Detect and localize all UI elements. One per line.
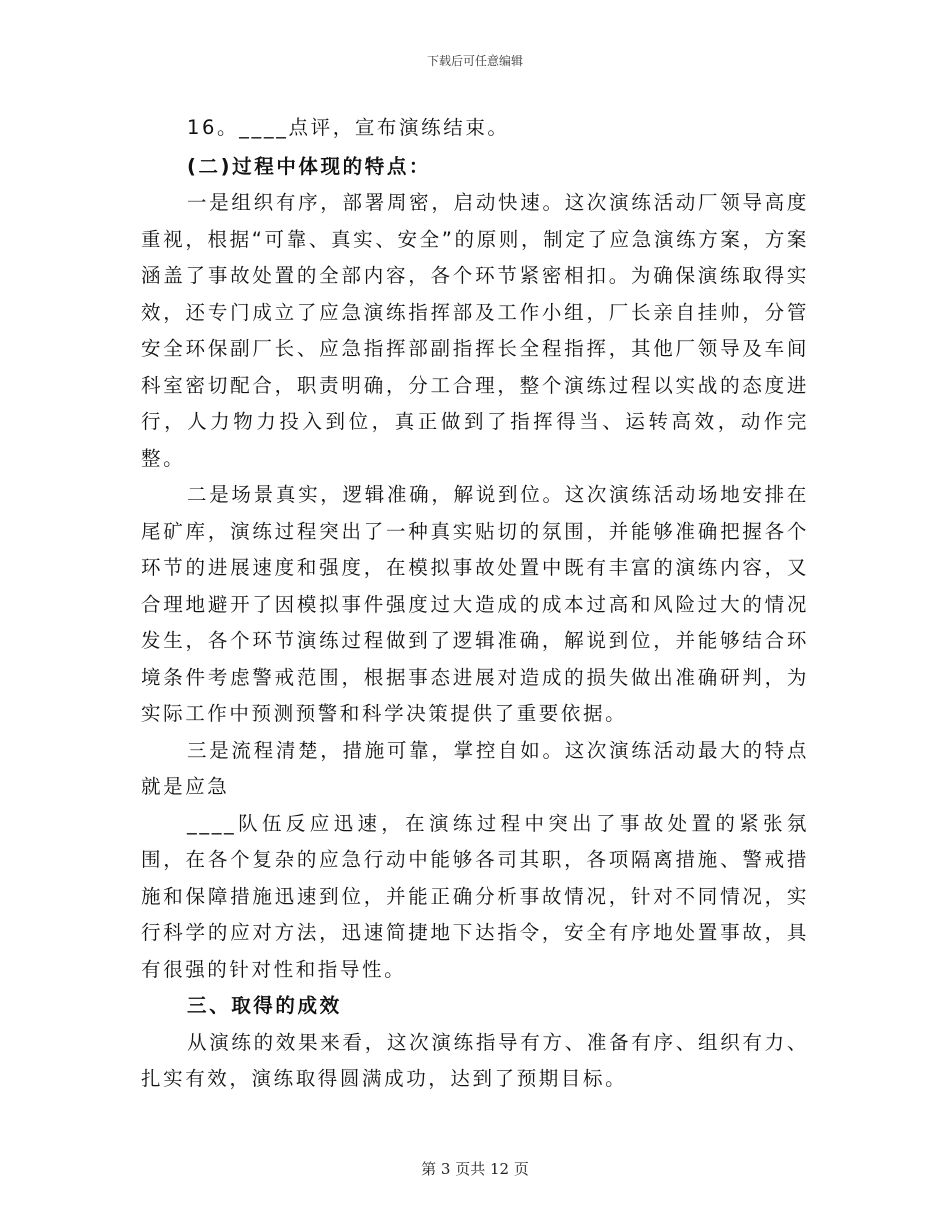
section-heading-results: 三、取得的成效 <box>187 994 342 1017</box>
paragraph-feature-two: 二是场景真实，逻辑准确，解说到位。这次演练活动场地安排在尾矿库，演练过程突出了一种真实贴切的氛围，并能够准确把握各个环节的进展速度和强度，在模拟事故处置中既有丰富的演练内容，又合理地避开了因模拟事件强度过大造成的成本过高和风险过大的情况发生，各个环节演练过程做到了逻辑准确，解说到位，并能够结合环境条件考虑警戒范围，根据事态进展对造成的损失做出准确研判，为实际工作中预测预警和科学决策提供了重要依据。 <box>141 483 809 725</box>
page-header: 下载后可任意编辑 <box>426 54 523 68</box>
document-body <box>141 110 809 1098</box>
paragraph-feature-one: 一是组织有序，部署周密，启动快速。这次演练活动厂领导高度重视，根据“可靠、真实、安全”的原则，制定了应急演练方案，方案涵盖了事故处置的全部内容，各个环节紧密相扣。为确保演练取得实效，还专门成立了应急演练指挥部及工作小组，厂长亲自挂帅，分管安全环保副厂长、应急指挥部副指挥长全程指挥，其他厂领导及车间科室密切配合，职责明确，分工合理，整个演练过程以实战的态度进行，人力物力投入到位，真正做到了指挥得当、运转高效，动作完整。 <box>141 191 809 470</box>
page-footer: 第 3 页共 12 页 <box>421 1160 529 1178</box>
paragraph-feature-three-cont: ____队伍反应迅速，在演练过程中突出了事故处置的紧张氛围，在各个复杂的应急行动中能够各司其职，各项隔离措施、警戒措施和保障措施迅速到位，并能正确分析事故情况，针对不同情况，实行科学的应对方法，迅速简捷地下达指令，安全有序地处置事故，具有很强的针对性和指导性。 <box>141 811 809 981</box>
paragraph-results: 从演练的效果来看，这次演练指导有方、准备有序、组织有力、扎实有效，演练取得圆满成功，达到了预期目标。 <box>141 1030 809 1090</box>
section-heading-features: (二)过程中体现的特点： <box>187 154 432 178</box>
list-item-16: 16。____点评，宣布演练结束。 <box>187 116 510 139</box>
paragraph-feature-three-start: 三是流程清楚，措施可靠，掌控自如。这次演练活动最大的特点就是应急 <box>141 738 809 798</box>
